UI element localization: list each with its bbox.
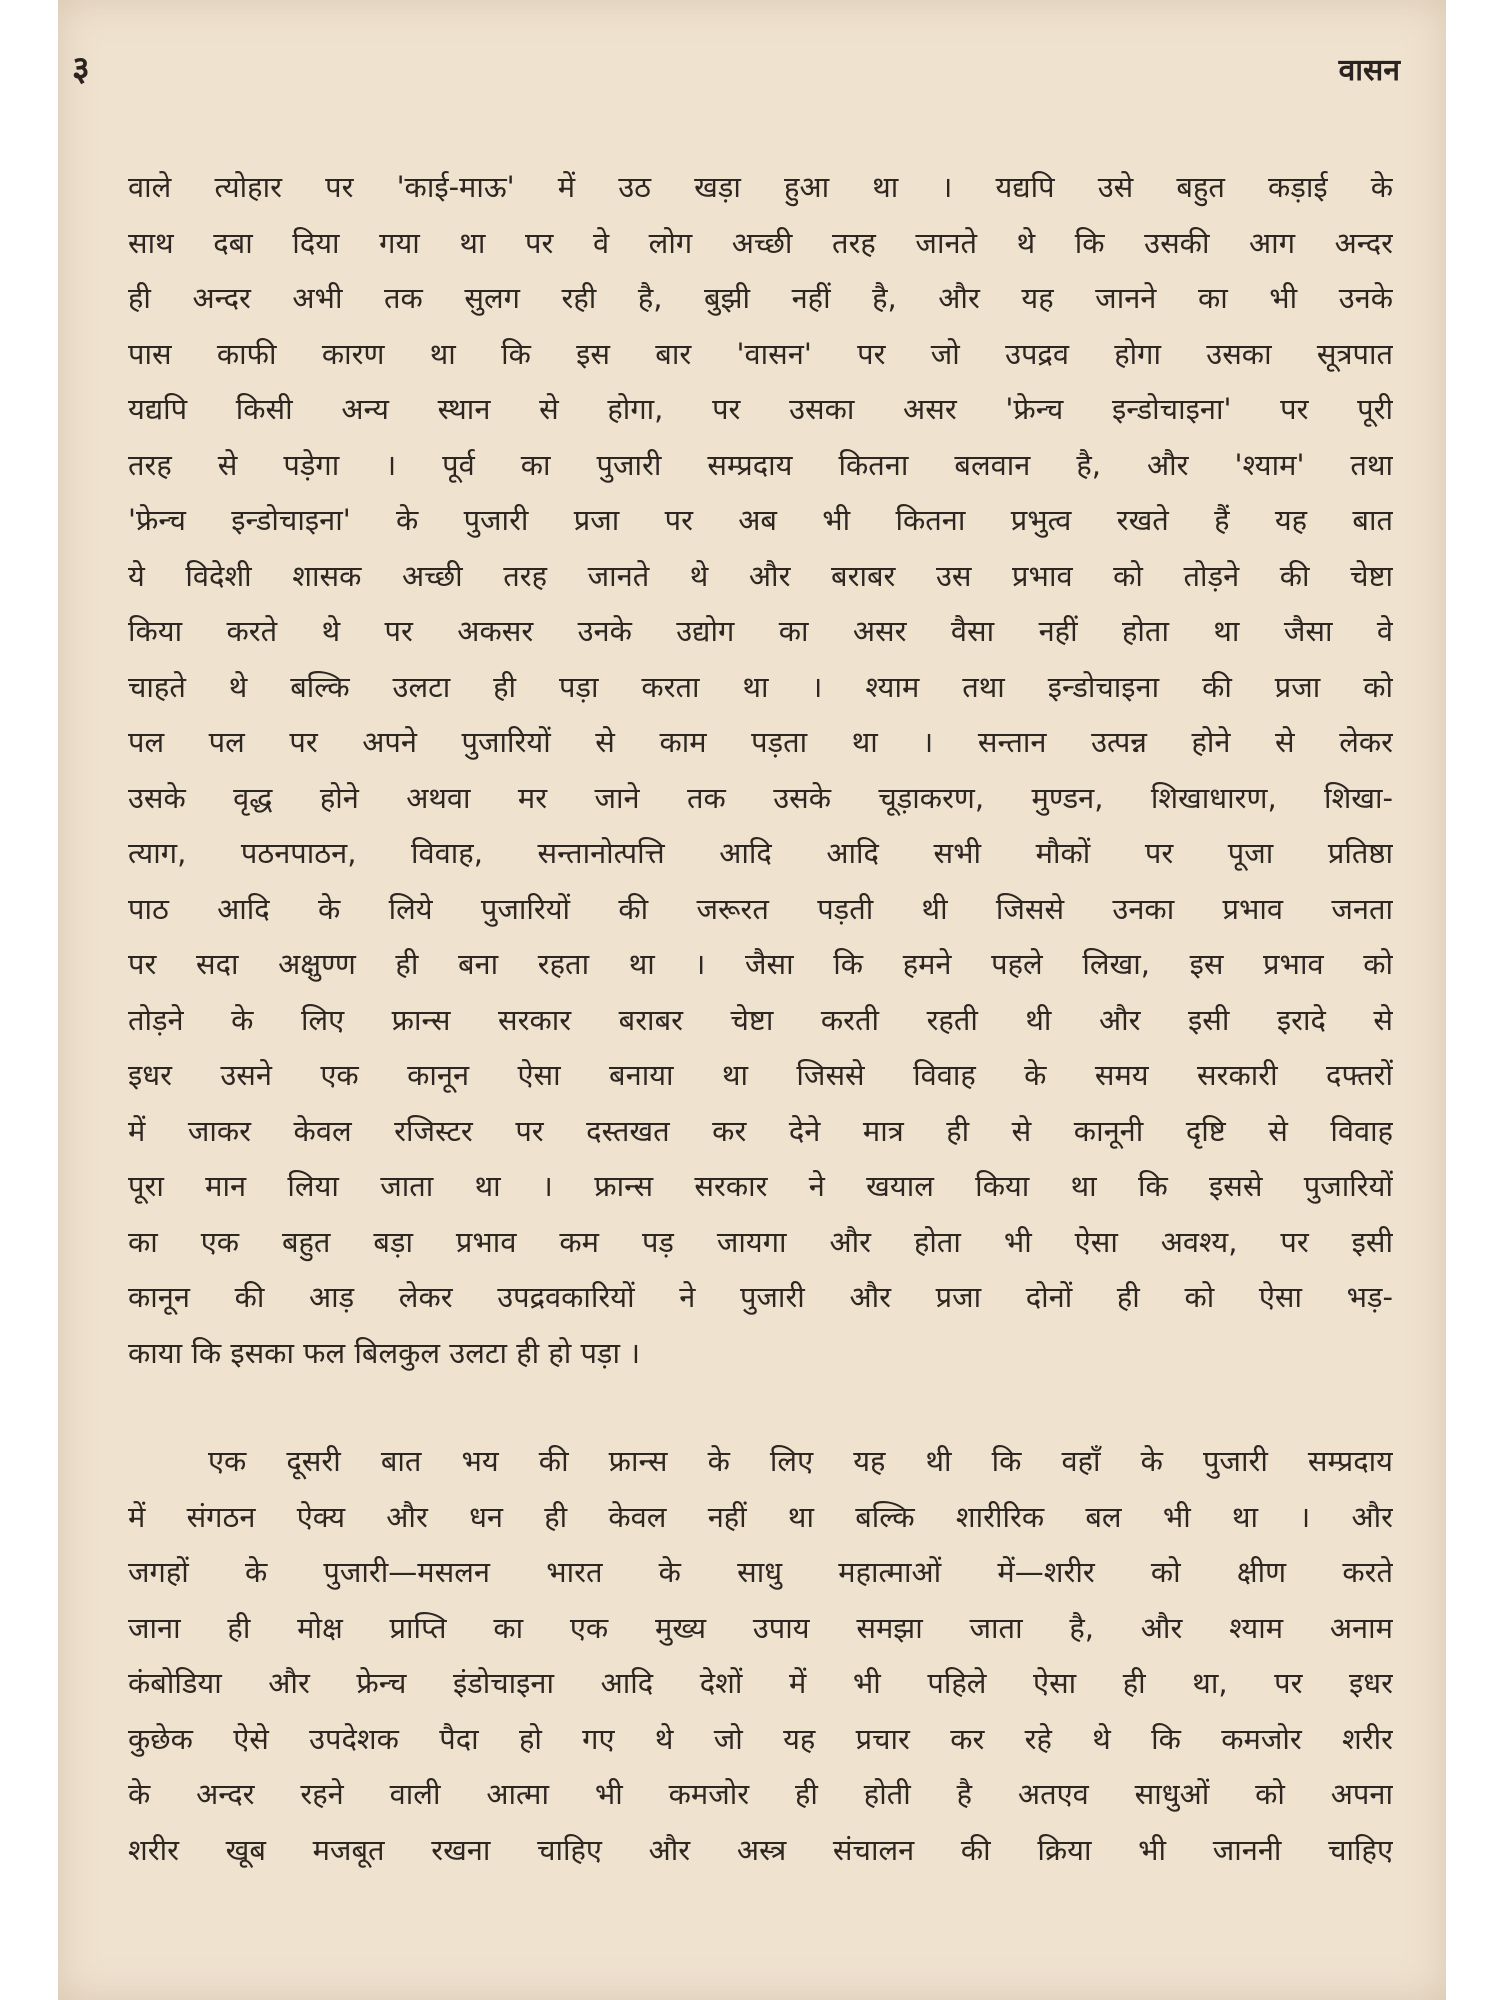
text-line: जाना ही मोक्ष प्राप्ति का एक मुख्य उपाय समझा जाता है, और श्याम अनाम [128,1610,1393,1645]
text-line: वाले त्योहार पर 'काई-माऊ' में उठ खड़ा हुआ था । यद्यपि उसे बहुत कड़ाई के [128,170,1393,204]
text-line: 'फ्रेन्च इन्डोचाइना' के पुजारी प्रजा पर अब भी कितना प्रभुत्व रखते हैं यह बात [128,503,1393,537]
text-line: में संगठन ऐक्य और धन ही केवल नहीं था बल्कि शारीरिक बल भी था । और [128,1499,1393,1534]
text-line: कानून की आड़ लेकर उपद्रवकारियों ने पुजारी और प्रजा दोनों ही को ऐसा भड़- [128,1280,1393,1314]
text-line: ये विदेशी शासक अच्छी तरह जानते थे और बराबर उस प्रभाव को तोड़ने की चेष्टा [128,558,1393,593]
text-line: काया कि इसका फल बिलकुल उलटा ही हो पड़ा । [128,1335,641,1370]
paragraph-1 [128,160,1393,1381]
text-line: त्याग, पठनपाठन, विवाह, सन्तानोत्पत्ति आदि आदि सभी मौकों पर पूजा प्रतिष्ठा [128,836,1393,870]
page-header [72,44,1400,104]
text-line: उसके वृद्ध होने अथवा मर जाने तक उसके चूड़ाकरण, मुण्डन, शिखाधारण, शिखा- [128,780,1393,815]
paragraph-gap [128,1381,1393,1434]
text-line: पाठ आदि के लिये पुजारियों की जरूरत पड़ती थी जिससे उनका प्रभाव जनता [128,891,1393,926]
text-line: एक दूसरी बात भय की फ्रान्स के लिए यह थी कि वहाँ के पुजारी सम्प्रदाय [208,1444,1393,1478]
text-line: के अन्दर रहने वाली आत्मा भी कमजोर ही होती है अतएव साधुओं को अपना [128,1777,1393,1811]
text-line: जगहों के पुजारी—मसलन भारत के साधु महात्माओं में—शरीर को क्षीण करते [128,1555,1393,1589]
text-line: पूरा मान लिया जाता था । फ्रान्स सरकार ने खयाल किया था कि इससे पुजारियों [128,1169,1393,1203]
paragraph-2 [128,1434,1393,1878]
text-line: शरीर खूब मजबूत रखना चाहिए और अस्त्र संचालन की क्रिया भी जाननी चाहिए [128,1832,1393,1867]
text-line: चाहते थे बल्कि उलटा ही पड़ा करता था । श्याम तथा इन्डोचाइना की प्रजा को [128,669,1393,704]
running-title: वासन [1338,53,1400,88]
page-number: ३ [72,49,90,89]
text-line: साथ दबा दिया गया था पर वे लोग अच्छी तरह जानते थे कि उसकी आग अन्दर [128,225,1393,260]
text-line: में जाकर केवल रजिस्टर पर दस्तखत कर देने मात्र ही से कानूनी दृष्टि से विवाह [128,1113,1393,1148]
text-line: पल पल पर अपने पुजारियों से काम पड़ता था । सन्तान उत्पन्न होने से लेकर [128,725,1393,759]
text-line: तोड़ने के लिए फ्रान्स सरकार बराबर चेष्टा करती रहती थी और इसी इरादे से [128,1002,1393,1037]
text-line: पास काफी कारण था कि इस बार 'वासन' पर जो उपद्रव होगा उसका सूत्रपात [128,336,1393,371]
text-line: ही अन्दर अभी तक सुलग रही है, बुझी नहीं है, और यह जानने का भी उनके [128,281,1393,315]
text-line: इधर उसने एक कानून ऐसा बनाया था जिससे विवाह के समय सरकारी दफ्तरों [128,1058,1393,1092]
text-line: का एक बहुत बड़ा प्रभाव कम पड़ जायगा और होता भी ऐसा अवश्य, पर इसी [128,1224,1393,1259]
text-line: तरह से पड़ेगा । पूर्व का पुजारी सम्प्रदाय कितना बलवान है, और 'श्याम' तथा [128,447,1393,482]
text-line: यद्यपि किसी अन्य स्थान से होगा, पर उसका असर 'फ्रेन्च इन्डोचाइना' पर पूरी [128,392,1393,426]
text-line: किया करते थे पर अकसर उनके उद्योग का असर वैसा नहीं होता था जैसा वे [128,614,1393,648]
text-line: कुछेक ऐसे उपदेशक पैदा हो गए थे जो यह प्रचार कर रहे थे कि कमजोर शरीर [128,1721,1393,1756]
text-line: कंबोडिया और फ्रेन्च इंडोचाइना आदि देशों में भी पहिले ऐसा ही था, पर इधर [128,1666,1393,1700]
body-text [128,160,1393,1878]
text-line: पर सदा अक्षुण्ण ही बना रहता था । जैसा कि हमने पहले लिखा, इस प्रभाव को [128,947,1393,981]
